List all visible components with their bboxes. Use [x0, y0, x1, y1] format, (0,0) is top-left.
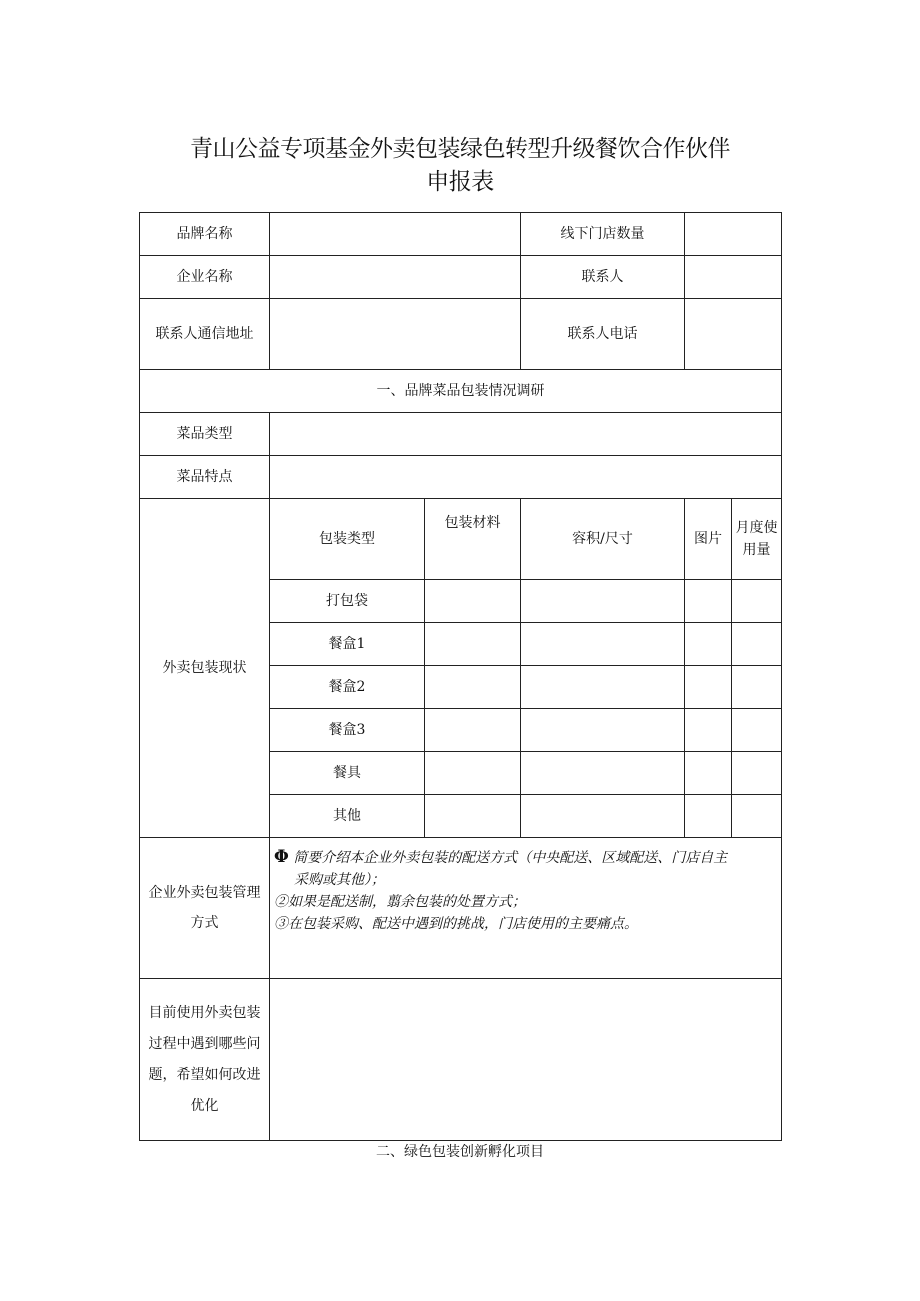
pack-cell[interactable] [685, 666, 732, 709]
note-text-1a: 简要介绍本企业外卖包装的配送方式（中央配送、区域配送、门店自主 [293, 850, 728, 866]
contact-phone-field[interactable] [685, 299, 782, 370]
pack-row-label: 餐具 [270, 752, 425, 795]
brand-name-label: 品牌名称 [140, 213, 270, 256]
pack-cell[interactable] [732, 666, 782, 709]
pack-cell[interactable] [685, 580, 732, 623]
form-title-line2: 申报表 [426, 169, 494, 195]
problems-label: 目前使用外卖包装过程中遇到哪些问题，希望如何改进优化 [140, 979, 270, 1141]
dish-type-field[interactable] [270, 413, 782, 456]
pack-cell[interactable] [732, 709, 782, 752]
pack-cell[interactable] [425, 580, 521, 623]
pack-row-label: 餐盒1 [270, 623, 425, 666]
contact-person-field[interactable] [685, 256, 782, 299]
application-form-table [139, 212, 782, 1141]
pack-cell[interactable] [425, 795, 521, 838]
note-line-1 [274, 846, 777, 869]
store-count-field[interactable] [685, 213, 782, 256]
pack-cell[interactable] [425, 709, 521, 752]
brand-name-field[interactable] [270, 213, 521, 256]
col-monthly-usage: 月度使用量 [732, 499, 782, 580]
pack-cell[interactable] [732, 623, 782, 666]
pack-cell[interactable] [732, 752, 782, 795]
contact-address-label: 联系人通信地址 [140, 299, 270, 370]
pack-row-label: 餐盒3 [270, 709, 425, 752]
pack-cell[interactable] [521, 666, 685, 709]
pack-cell[interactable] [732, 580, 782, 623]
pack-row-label: 其他 [270, 795, 425, 838]
pack-cell[interactable] [425, 623, 521, 666]
pack-cell[interactable] [521, 752, 685, 795]
company-name-label: 企业名称 [140, 256, 270, 299]
form-title-line1: 青山公益专项基金外卖包装绿色转型升级餐饮合作伙伴 [190, 136, 730, 162]
store-count-label: 线下门店数量 [521, 213, 685, 256]
section1-heading: 一、品牌菜品包装情况调研 [140, 370, 782, 413]
packaging-status-label: 外卖包装现状 [140, 499, 270, 838]
col-pack-material: 包装材料 [425, 499, 521, 580]
section2-heading: 二、绿色包装创新孵化项目 [376, 1144, 544, 1160]
dish-feature-field[interactable] [270, 456, 782, 499]
pack-cell[interactable] [521, 623, 685, 666]
dish-feature-label: 菜品特点 [140, 456, 270, 499]
management-label: 企业外卖包装管理方式 [140, 838, 270, 979]
pack-cell[interactable] [521, 709, 685, 752]
pack-cell[interactable] [685, 623, 732, 666]
pack-cell[interactable] [732, 795, 782, 838]
pack-cell[interactable] [425, 666, 521, 709]
pack-cell[interactable] [521, 795, 685, 838]
note-text-1b: 采购或其他）； [294, 872, 385, 888]
pack-cell[interactable] [521, 580, 685, 623]
col-pack-type: 包装类型 [270, 499, 425, 580]
pack-row-label: 打包袋 [270, 580, 425, 623]
pack-cell[interactable] [425, 752, 521, 795]
contact-address-field[interactable] [270, 299, 521, 370]
col-volume: 容积/尺寸 [521, 499, 685, 580]
pack-cell[interactable] [685, 795, 732, 838]
management-field[interactable] [270, 838, 782, 979]
contact-phone-label: 联系人电话 [521, 299, 685, 370]
problems-field[interactable] [270, 979, 782, 1141]
pack-cell[interactable] [685, 752, 732, 795]
col-picture: 图片 [685, 499, 732, 580]
company-name-field[interactable] [270, 256, 521, 299]
note-text-3: ③在包装采购、配送中遇到的挑战，门店使用的主要痛点。 [274, 916, 638, 932]
pack-cell[interactable] [685, 709, 732, 752]
note-text-2: ②如果是配送制，翦余包装的处置方式； [274, 894, 526, 910]
contact-person-label: 联系人 [521, 256, 685, 299]
pack-row-label: 餐盒2 [270, 666, 425, 709]
note-marker: Φ [274, 847, 289, 867]
dish-type-label: 菜品类型 [140, 413, 270, 456]
